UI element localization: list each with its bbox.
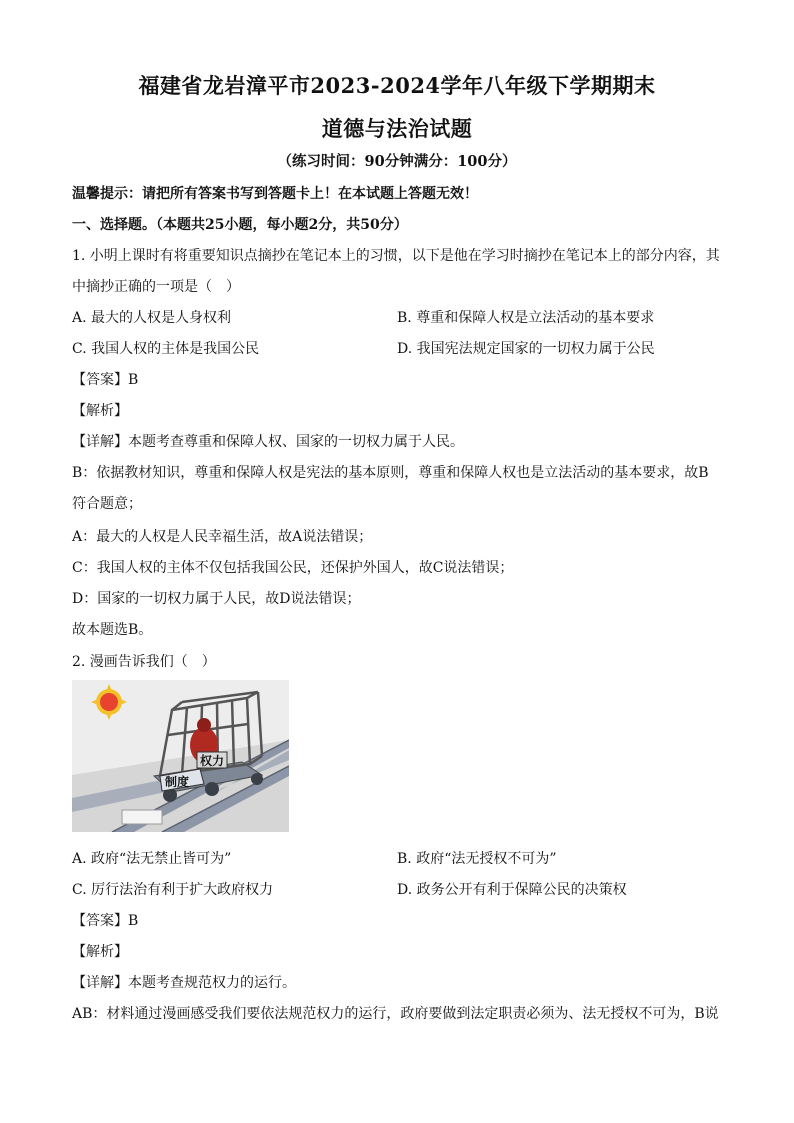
q1-explain-2: 符合题意； — [72, 496, 142, 512]
time-note: （练习时间：90分钟满分：100分） — [277, 153, 517, 170]
q2-answer: 【答案】B — [72, 913, 139, 929]
q1-option-b: B. 尊重和保障人权是立法活动的基本要求 — [397, 310, 655, 326]
q2-option-a: A. 政府“法无禁止皆可为” — [72, 851, 232, 867]
q1-detail: 【详解】本题考查尊重和保障人权、国家的一切权力属于人民。 — [72, 434, 464, 450]
page-title: 福建省龙岩漳平市2023-2024学年八年级下学期期末 — [138, 73, 656, 98]
q1-explain-1: B：依据教材知识，尊重和保障人权是宪法的基本原则，尊重和保障人权也是立法活动的基本要求，故B — [72, 465, 709, 481]
q2-option-c: C. 厉行法治有利于扩大政府权力 — [72, 882, 274, 898]
q2-stem: 2. 漫画告诉我们（ ） — [72, 654, 216, 670]
q1-answer: 【答案】B — [72, 372, 139, 388]
q2-explain-1: AB：材料通过漫画感受我们要依法规范权力的运行，政府要做到法定职责必须为、法无授权不可为，B说 — [72, 1006, 719, 1022]
q1-conclusion: 故本题选B。 — [72, 622, 153, 638]
q1-explain-4: C：我国人权的主体不仅包括我国公民，还保护外国人，故C说法错误； — [72, 560, 514, 576]
cartoon-label-power: 权力 — [200, 754, 225, 768]
cartoon-label-system: 制度 — [165, 775, 190, 789]
q1-explain-5: D：国家的一切权力属于人民，故D说法错误； — [72, 591, 361, 607]
q1-option-d: D. 我国宪法规定国家的一切权力属于公民 — [397, 341, 655, 357]
q1-stem-line2: 中摘抄正确的一项是（ ） — [72, 279, 240, 295]
q2-option-d: D. 政务公开有利于保障公民的决策权 — [397, 882, 627, 898]
q1-explain-3: A：最大的人权是人民幸福生活，故A说法错误； — [72, 529, 373, 545]
section-heading: 一、选择题。（本题共25小题，每小题2分，共50分） — [72, 217, 408, 233]
warm-tip: 温馨提示：请把所有答案书写到答题卡上！在本试题上答题无效！ — [72, 186, 478, 202]
q2-option-b: B. 政府“法无授权不可为” — [397, 851, 557, 867]
q2-cartoon-image — [72, 680, 289, 832]
q1-option-a: A. 最大的人权是人身权利 — [72, 310, 232, 326]
q1-analysis-label: 【解析】 — [72, 403, 128, 419]
q2-analysis-label: 【解析】 — [72, 944, 128, 960]
q1-stem-line1: 1. 小明上课时有将重要知识点摘抄在笔记本上的习惯，以下是他在学习时摘抄在笔记本上的部分内容，其 — [72, 248, 720, 264]
q2-detail: 【详解】本题考查规范权力的运行。 — [72, 975, 296, 991]
page-subtitle: 道德与法治试题 — [321, 116, 473, 141]
q1-option-c: C. 我国人权的主体是我国公民 — [72, 341, 260, 357]
